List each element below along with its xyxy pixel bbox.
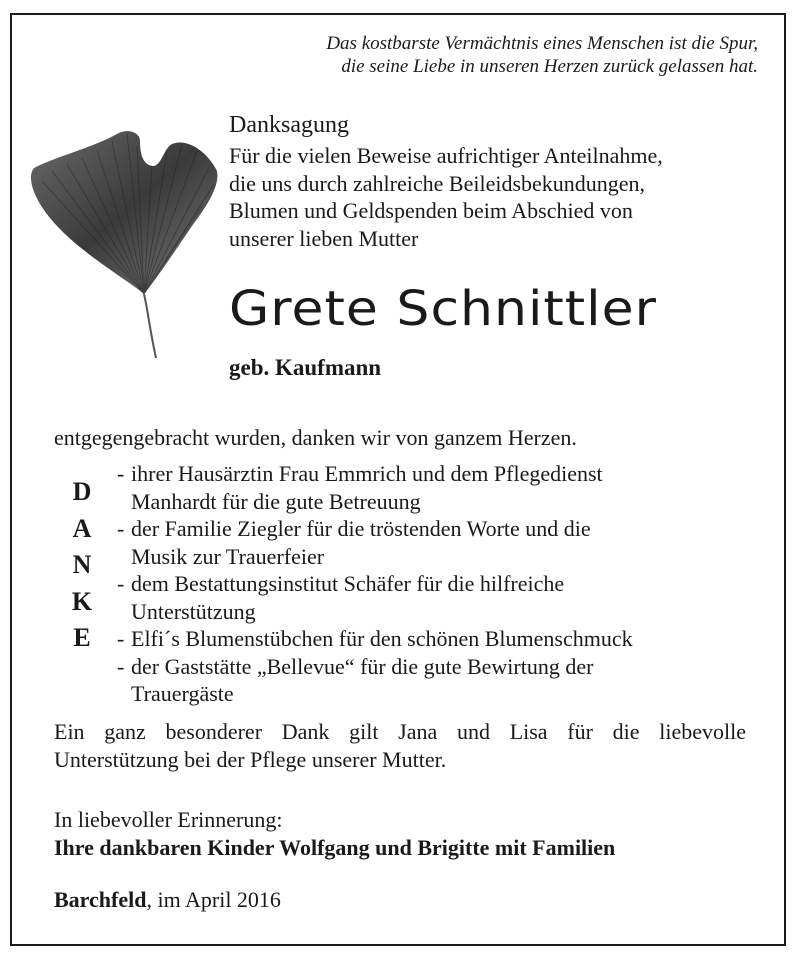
danke-letter: A	[72, 513, 92, 543]
list-item	[117, 625, 777, 653]
place: Barchfeld	[54, 887, 147, 912]
intro-text	[229, 142, 769, 252]
thanks-line: Musik zur Trauerfeier	[131, 543, 325, 569]
list-dash: -	[117, 461, 125, 486]
thanks-list	[117, 460, 777, 708]
special-thanks-line: Unterstützung bei der Pflege unserer Mutter.	[54, 746, 447, 772]
header-block	[229, 110, 769, 252]
page-title: Danksagung	[229, 112, 349, 138]
thanks-line: Manhardt für die gute Betreuung	[131, 488, 421, 514]
place-date	[54, 886, 281, 914]
list-dash: -	[117, 626, 125, 651]
deceased-name: Grete Schnittler	[229, 282, 657, 338]
received-line: entgegengebracht wurden, danken wir von ganzem Herzen.	[54, 425, 577, 450]
memory-line: In liebevoller Erinnerung:	[54, 807, 283, 832]
intro-line: Blumen und Geldspenden beim Abschied von	[229, 198, 633, 223]
danke-letter: E	[73, 623, 91, 652]
ginkgo-leaf-icon	[22, 126, 222, 361]
list-item	[117, 515, 777, 570]
thanks-line: dem Bestattungsinstitut Schäfer für die hilfreiche	[131, 571, 565, 596]
list-dash: -	[117, 653, 125, 679]
thanks-line: Elfi´s Blumenstübchen für den schönen Blumenschmuck	[131, 626, 633, 651]
motto-line-2: die seine Liebe in unseren Herzen zurück gelassen hat.	[341, 56, 758, 77]
date: , im April 2016	[146, 887, 281, 912]
list-dash: -	[117, 571, 125, 596]
danke-letter: K	[71, 586, 93, 616]
special-thanks-line: Ein ganz besonderer Dank gilt Jana und Lisa für die liebevolle	[54, 719, 746, 744]
thanks-line: Unterstützung	[131, 598, 256, 624]
list-item	[117, 653, 777, 708]
intro-line: Für die vielen Beweise aufrichtiger Anteilnahme,	[229, 143, 663, 168]
list-item	[117, 460, 777, 515]
birth-name: geb. Kaufmann	[229, 355, 382, 380]
signers: Ihre dankbaren Kinder Wolfgang und Brigitte mit Familien	[54, 835, 616, 860]
danke-letter: N	[72, 550, 92, 579]
special-thanks	[54, 718, 746, 773]
thanks-line: der Gaststätte „Bellevue“ für die gute Bewirtung der	[131, 653, 594, 679]
danke-letter: D	[72, 477, 92, 506]
danke-acrostic	[64, 474, 100, 657]
list-item	[117, 570, 777, 625]
intro-line: die uns durch zahlreiche Beileidsbekundungen,	[229, 170, 646, 196]
intro-line: unserer lieben Mutter	[229, 225, 419, 251]
thanks-line: Trauergäste	[131, 681, 234, 706]
thanks-line: ihrer Hausärztin Frau Emmrich und dem Pflegedienst	[131, 461, 603, 486]
motto	[198, 32, 758, 78]
list-dash: -	[117, 516, 125, 541]
motto-line-1: Das kostbarste Vermächtnis eines Menschen ist die Spur,	[326, 33, 758, 54]
thanks-line: der Familie Ziegler für die tröstenden Worte und die	[131, 516, 591, 541]
